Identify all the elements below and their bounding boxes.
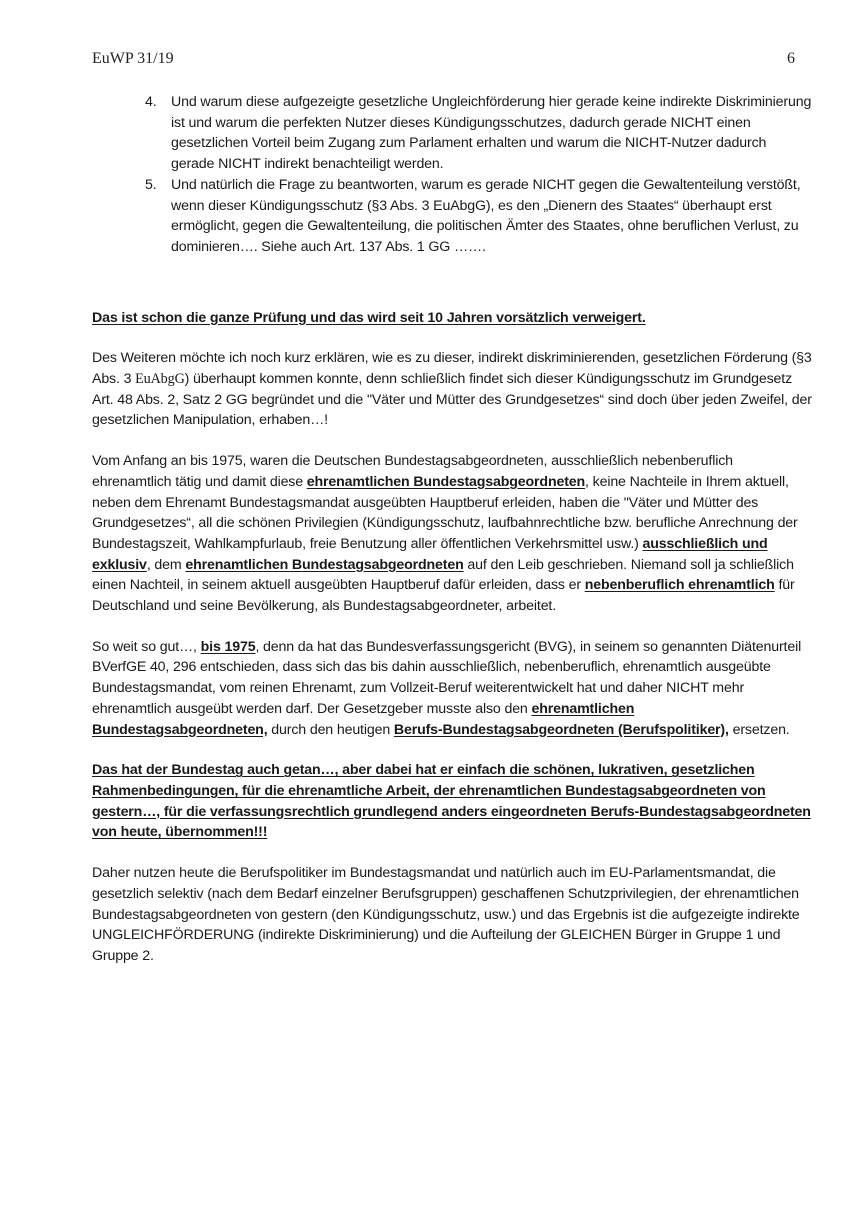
emphasis: Berufs-Bundestagsabgeordneten (Berufspolitiker), (393, 721, 729, 738)
emphasis: ehrenamtlichen Bundestagsabgeordneten, (92, 700, 635, 738)
spacer (92, 843, 812, 863)
paragraph-conclusion-emphasis: Das hat der Bundestag auch getan…, aber dabei hat er einfach die schönen, lukrativen, gesetzlichen Rahmenbedingungen, für die ehrenamtliche Arbeit, der ehrenamtlichen Bundestagsabgeordneten von gestern…, für die verfassungsrechtlich grundlegend anders eingeordneten Berufs-Bundestagsabgeordneten von heute, übernommen!!! (92, 762, 811, 841)
document-id: EuWP 31/19 (92, 50, 174, 67)
emphasis: ehrenamtlichen Bundestagsabgeordneten (306, 473, 586, 490)
spacer (92, 740, 812, 760)
spacer (92, 328, 812, 348)
numbered-list (92, 92, 812, 258)
emphasis: nebenberuflich ehrenamtlich (584, 577, 775, 594)
list-item (145, 92, 812, 175)
page-header (92, 50, 795, 68)
paragraph-ruling: So weit so gut…, bis 1975, denn da hat das Bundesverfassungsgericht (BVG), in seinem so genannten Diätenurteil BVerfGE 40, 296 entschieden, dass sich das bis dahin ausschließlich, nebenberuflich, ehrenamtlich ausgeübte Bundestagsmandat, vom reinen Ehrenamt, zum Vollzeit-Beruf weiterentwickelt hat und daher NICHT mehr ehrenamtlich ausgeübt werden darf. Der Gesetzgeber musste also den ehrenamtlichen Bundestagsabgeordneten, durch den heutigen Berufs-Bundestagsabgeordneten (Berufspolitiker), ersetzen. (92, 638, 802, 738)
list-item-number: 5. (145, 176, 157, 193)
list-item-text: Und warum diese aufgezeigte gesetzliche Ungleichförderung hier gerade keine indirekte Diskriminierung ist und warum die perfekten Nutzer dieses Kündigungsschutzes, dadurch gerade NICHT einen gesetzlichen Vorteil beim Zugang zum Parlament erhalten und warum die NICHT-Nutzer dadurch gerade NICHT indirekt benachteiligt werden. (171, 94, 812, 173)
paragraph-origin: Des Weiteren möchte ich noch kurz erklären, wie es zu dieser, indirekt diskriminierenden, gesetzlichen Förderung (§3 Abs. 3 EuAbgG) überhaupt kommen konnte, denn schließlich findet sich dieser Kündigungsschutz im Grundgesetz Art. 48 Abs. 2, Satz 2 GG begründet und die "Väter und Mütter des Grundgesetzes“ sind doch über jeden Zweifel, der gesetzlichen Manipulation, erhaben…! (92, 350, 812, 429)
emphasis: ehrenamtlichen Bundestagsabgeordneten (185, 556, 464, 573)
spacer (92, 431, 812, 451)
paragraph-history: Vom Anfang an bis 1975, waren die Deutschen Bundestagsabgeordneten, ausschließlich nebenberuflich ehrenamtlich tätig und damit diese ehrenamtlichen Bundestagsabgeordneten, keine Nachteile in Ihrem aktuell, neben dem Ehrenamt Bundestagsmandat ausgeübten Hauptberuf erleiden, haben die "Väter und Mütter des Grundgesetzes“, all die schönen Privilegien (Kündigungsschutz, laufbahnrechtliche bzw. berufliche Anrechnung der Bundestagszeit, Wahlkampfurlaub, freie Benutzung aller öffentlichen Verkehrsmittel usw.) ausschließlich und exklusiv, dem ehrenamtlichen Bundestagsabgeordneten auf den Leib geschrieben. Niemand soll ja schließlich einen Nachteil, in seinem aktuell ausgeübten Hauptberuf dafür erleiden, dass er nebenberuflich ehrenamtlich für Deutschland und seine Bevölkerung, als Bundestagsabgeordneter, arbeitet. (92, 453, 798, 615)
page-number: 6 (787, 50, 795, 67)
list-item-number: 4. (145, 94, 157, 110)
paragraph-summary: Daher nutzen heute die Berufspolitiker im Bundestagsmandat und natürlich auch im EU-Parlamentsmandat, die gesetzlich selektiv (nach dem Bedarf einzelner Berufsgruppen) geschaffenen Schutzprivilegien, der ehrenamtlichen Bundestagsabgeordneten von gestern (den Kündigungsschutz, usw.) und das Ergebnis ist die aufgezeigte indirekte UNGLEICHFÖRDERUNG (indirekte Diskriminierung) und die Aufteilung der GLEICHEN Bürger in Gruppe 1 und Gruppe 2. (92, 865, 800, 964)
document-body (92, 92, 812, 967)
emphasis: ausschließlich und exklusiv (92, 535, 768, 573)
emphasis: bis 1975 (200, 638, 256, 655)
spacer (92, 617, 812, 637)
list-item (145, 175, 812, 258)
key-statement: Das ist schon die ganze Prüfung und das wird seit 10 Jahren vorsätzlich verweigert. (92, 309, 646, 326)
law-abbreviation: EuAbgG (135, 371, 185, 388)
list-item-text: Und natürlich die Frage zu beantworten, warum es gerade NICHT gegen die Gewaltenteilung verstößt, wenn dieser Kündigungsschutz (§3 Abs. 3 EuAbgG), es den „Dienern des Staates“ überhaupt erst ermöglicht, gegen die Gewaltenteilung, die politischen Ämter des Staates, ohne beruflichen Verlust, zu dominieren…. Siehe auch Art. 137 Abs. 1 GG ……. (171, 176, 801, 255)
spacer (92, 258, 812, 300)
